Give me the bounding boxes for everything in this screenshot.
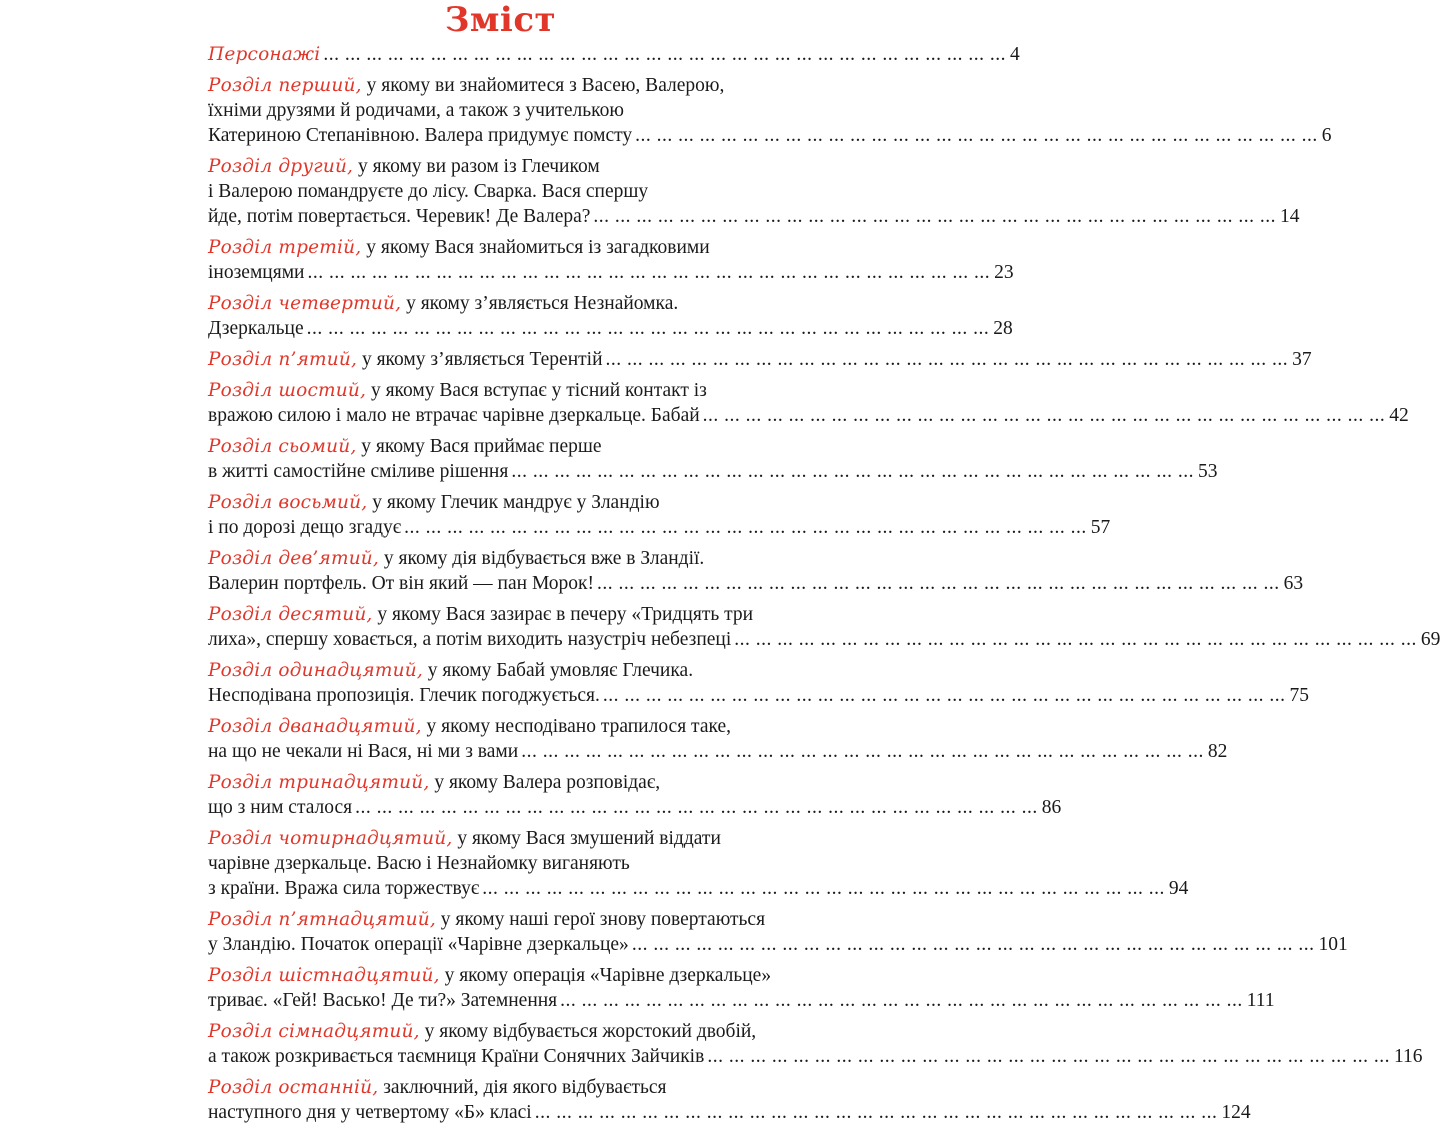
toc-entry-line — [208, 627, 1440, 652]
toc-entry[interactable] — [208, 73, 1332, 148]
chapter-description: Несподівана пропозиція. Глечик погоджується. — [208, 685, 600, 706]
chapter-description: і по дорозі дещо згадує — [208, 517, 402, 538]
page-number: 14 — [1280, 206, 1300, 227]
toc-entry-line — [208, 260, 1014, 285]
toc-entry-line — [208, 907, 793, 932]
chapter-label: Розділ дев’ятий, — [208, 548, 380, 569]
page-number: 28 — [993, 318, 1013, 339]
page-number: 86 — [1041, 797, 1062, 818]
toc-entry[interactable] — [208, 658, 1309, 708]
chapter-description: у якому Вася приймає перше — [356, 436, 602, 457]
chapter-description: у якому ви разом із Глечиком — [353, 156, 600, 177]
chapter-description: наступного дня у четвертому «Б» класі — [208, 1102, 532, 1123]
chapter-label: Розділ шостий, — [208, 380, 367, 401]
chapter-description: йде, потім повертається. Черевик! Де Валера? — [208, 206, 591, 227]
page-title: Зміст — [444, 0, 557, 40]
chapter-description: лиха», спершу ховається, а потім виходить назустріч небезпеці — [208, 629, 732, 650]
chapter-description: Дзеркальце — [208, 318, 304, 339]
page-number: 69 — [1420, 629, 1440, 650]
toc-entry-line — [208, 739, 1228, 764]
dot-leader: ... ... ... ... ... ... ... ... ... ... ... ... ... ... ... ... ... ... ... ... ... ... ... ... ... ... ... ... ... ... ... ... — [707, 1046, 1390, 1067]
dot-leader: ... ... ... ... ... ... ... ... ... ... ... ... ... ... ... ... ... ... ... ... ... ... ... ... ... ... ... ... ... ... ... ... — [631, 934, 1315, 955]
dot-leader: ... ... ... ... ... ... ... ... ... ... ... ... ... ... ... ... ... ... ... ... ... ... ... ... ... ... ... ... ... ... ... ... — [521, 741, 1204, 762]
page-number: 57 — [1090, 517, 1111, 538]
chapter-description: що з ним сталося — [208, 797, 353, 818]
chapter-description: у якому операція «Чарівне дзеркальце» — [439, 965, 772, 986]
chapter-label: Розділ десятий, — [208, 604, 373, 625]
toc-entry-line — [208, 235, 793, 260]
page-number: 6 — [1321, 125, 1332, 146]
dot-leader: ... ... ... ... ... ... ... ... ... ... ... ... ... ... ... ... ... ... ... ... ... ... ... ... ... ... ... ... ... ... ... ... — [602, 685, 1286, 706]
chapter-label: Розділ чотирнадцятий, — [208, 828, 453, 849]
toc-entry-line — [208, 1075, 793, 1100]
toc-entry-line — [208, 316, 1013, 341]
dot-leader: ... ... ... ... ... ... ... ... ... ... ... ... ... ... ... ... ... ... ... ... ... ... ... ... ... ... ... ... ... ... ... ... — [593, 206, 1277, 227]
dot-leader: ... ... ... ... ... ... ... ... ... ... ... ... ... ... ... ... ... ... ... ... ... ... ... ... ... ... ... ... ... ... ... ... — [307, 262, 991, 283]
chapter-label: Персонажі — [208, 44, 321, 65]
page-number: 23 — [994, 262, 1014, 283]
toc-entry[interactable] — [208, 714, 1228, 764]
toc-entry[interactable] — [208, 602, 1440, 652]
toc-entry[interactable] — [208, 154, 1300, 229]
page-number: 4 — [1010, 44, 1020, 65]
chapter-description: заключний, дія якого відбувається — [378, 1077, 667, 1098]
chapter-description: з країни. Вража сила торжествує — [208, 878, 480, 899]
chapter-label: Розділ п’ятнадцятий, — [208, 909, 436, 930]
chapter-label: Розділ другий, — [208, 156, 354, 177]
chapter-label: Розділ тринадцятий, — [208, 772, 430, 793]
page-number: 63 — [1283, 573, 1304, 594]
chapter-description: у якому Вася зазирає в печеру «Тридцять три — [372, 604, 754, 625]
toc-entry-line — [208, 851, 793, 876]
chapter-description: триває. «Гей! Васько! Де ти?» Затемнення — [208, 990, 558, 1011]
chapter-description: а також розкривається таємниця Країни Сонячних Зайчиків — [208, 1046, 705, 1067]
toc-entry[interactable] — [208, 347, 1312, 372]
chapter-description: у якому наші герої знову повертаються — [435, 909, 766, 930]
toc-entry[interactable] — [208, 1019, 1423, 1069]
toc-page — [208, 0, 1440, 1123]
chapter-label: Розділ шістнадцятий, — [208, 965, 440, 986]
chapter-description: у якому Вася змушений віддати — [452, 828, 721, 849]
chapter-description: іноземцями — [208, 262, 305, 283]
toc-entry-line — [208, 154, 793, 179]
chapter-label: Розділ сімнадцятий, — [208, 1021, 420, 1042]
page-number: 82 — [1207, 741, 1228, 762]
toc-entry[interactable] — [208, 826, 1189, 901]
chapter-description: у якому відбувається жорстокий двобій, — [419, 1021, 757, 1042]
toc-entry[interactable] — [208, 963, 1275, 1013]
chapter-description: вражою силою і мало не втрачає чарівне дзеркальце. Бабай — [208, 405, 700, 426]
chapter-label: Розділ сьомий, — [208, 436, 357, 457]
toc-entry-line — [208, 378, 793, 403]
toc-entry-line — [208, 795, 1062, 820]
toc-entry[interactable] — [208, 546, 1304, 596]
toc-entry-line — [208, 42, 1020, 67]
page-number: 94 — [1168, 878, 1189, 899]
toc-entry[interactable] — [208, 378, 1409, 428]
chapter-description: у якому Глечик мандрує у Зландію — [367, 492, 660, 513]
page-number: 111 — [1246, 990, 1275, 1011]
toc-entry-line — [208, 347, 1312, 372]
chapter-description: їхніми друзями й родичами, а також з учителькою — [208, 100, 624, 121]
toc-entry-line — [208, 434, 793, 459]
chapter-description: у якому ви знайомитеся з Васею, Валерою, — [361, 75, 725, 96]
page-number: 53 — [1197, 461, 1218, 482]
chapter-label: Розділ останній, — [208, 1077, 379, 1098]
dot-leader: ... ... ... ... ... ... ... ... ... ... ... ... ... ... ... ... ... ... ... ... ... ... ... ... ... ... ... ... ... ... ... ... — [306, 318, 990, 339]
dot-leader: ... ... ... ... ... ... ... ... ... ... ... ... ... ... ... ... ... ... ... ... ... ... ... ... ... ... ... ... ... ... ... ... — [597, 573, 1280, 594]
chapter-description: Валерин портфель. От він який — пан Морок! — [208, 573, 595, 594]
dot-leader: ... ... ... ... ... ... ... ... ... ... ... ... ... ... ... ... ... ... ... ... ... ... ... ... ... ... ... ... ... ... ... ... — [323, 44, 1007, 65]
dot-leader: ... ... ... ... ... ... ... ... ... ... ... ... ... ... ... ... ... ... ... ... ... ... ... ... ... ... ... ... ... ... ... ... — [534, 1102, 1218, 1123]
page-number: 101 — [1318, 934, 1348, 955]
toc-entry-line — [208, 403, 1409, 428]
page-number: 75 — [1289, 685, 1309, 706]
table-of-contents — [208, 42, 1440, 1131]
toc-entry-line — [208, 658, 793, 683]
chapter-label: Розділ восьмий, — [208, 492, 368, 513]
toc-entry-line — [208, 459, 1218, 484]
dot-leader: ... ... ... ... ... ... ... ... ... ... ... ... ... ... ... ... ... ... ... ... ... ... ... ... ... ... ... ... ... ... ... ... — [635, 125, 1318, 146]
toc-entry[interactable] — [208, 291, 1013, 341]
toc-entry-line — [208, 204, 1300, 229]
chapter-description: у якому несподівано трапилося таке, — [421, 716, 731, 737]
page-number: 42 — [1389, 405, 1409, 426]
chapter-description: в житті самостійне сміливе рішення — [208, 461, 509, 482]
toc-entry-line — [208, 73, 793, 98]
chapter-description: і Валерою помандруєте до лісу. Сварка. Вася спершу — [208, 181, 649, 202]
chapter-description: у якому Вася знайомиться із загадковими — [361, 237, 710, 258]
dot-leader: ... ... ... ... ... ... ... ... ... ... ... ... ... ... ... ... ... ... ... ... ... ... ... ... ... ... ... ... ... ... ... ... — [482, 878, 1165, 899]
chapter-description: у якому Валера розповідає, — [429, 772, 661, 793]
toc-entry[interactable] — [208, 434, 1218, 484]
toc-entry-line — [208, 515, 1111, 540]
dot-leader: ... ... ... ... ... ... ... ... ... ... ... ... ... ... ... ... ... ... ... ... ... ... ... ... ... ... ... ... ... ... ... ... — [404, 517, 1087, 538]
toc-entry-line — [208, 1019, 793, 1044]
toc-entry[interactable] — [208, 907, 1348, 957]
chapter-description: чарівне дзеркальце. Васю і Незнайомку виганяють — [208, 853, 630, 874]
toc-entry-line — [208, 1044, 1423, 1069]
dot-leader: ... ... ... ... ... ... ... ... ... ... ... ... ... ... ... ... ... ... ... ... ... ... ... ... ... ... ... ... ... ... ... ... — [355, 797, 1038, 818]
chapter-label: Розділ дванадцятий, — [208, 716, 422, 737]
chapter-description: у якому з’являється Незнайомка. — [401, 293, 679, 314]
toc-entry-line — [208, 291, 793, 316]
chapter-label: Розділ третій, — [208, 237, 362, 258]
toc-entry-line — [208, 932, 1348, 957]
toc-entry-line — [208, 876, 1189, 901]
toc-entry-line — [208, 123, 1332, 148]
toc-entry-line — [208, 179, 793, 204]
chapter-label: Розділ перший, — [208, 75, 362, 96]
chapter-description: у якому з’являється Терентій — [357, 349, 603, 370]
toc-entry-line — [208, 1100, 1251, 1125]
toc-entry-line — [208, 490, 793, 515]
toc-entry-line — [208, 963, 793, 988]
toc-entry-line — [208, 571, 1304, 596]
toc-entry-line — [208, 770, 793, 795]
chapter-label: Розділ п’ятий, — [208, 349, 358, 370]
chapter-description: у якому Бабай умовляє Глечика. — [422, 660, 694, 681]
toc-entry[interactable] — [208, 490, 1111, 540]
toc-entry[interactable] — [208, 235, 1014, 285]
toc-entry-line — [208, 602, 793, 627]
dot-leader: ... ... ... ... ... ... ... ... ... ... ... ... ... ... ... ... ... ... ... ... ... ... ... ... ... ... ... ... ... ... ... ... — [605, 349, 1289, 370]
toc-entry-line — [208, 826, 793, 851]
page-number: 37 — [1292, 349, 1312, 370]
dot-leader: ... ... ... ... ... ... ... ... ... ... ... ... ... ... ... ... ... ... ... ... ... ... ... ... ... ... ... ... ... ... ... ... — [702, 405, 1386, 426]
chapter-description: на що не чекали ні Вася, ні ми з вами — [208, 741, 519, 762]
toc-entry[interactable] — [208, 1075, 1251, 1125]
toc-entry[interactable] — [208, 770, 1062, 820]
dot-leader: ... ... ... ... ... ... ... ... ... ... ... ... ... ... ... ... ... ... ... ... ... ... ... ... ... ... ... ... ... ... ... ... — [560, 990, 1243, 1011]
dot-leader: ... ... ... ... ... ... ... ... ... ... ... ... ... ... ... ... ... ... ... ... ... ... ... ... ... ... ... ... ... ... ... ... — [734, 629, 1417, 650]
chapter-description: у якому дія відбувається вже в Зландії. — [379, 548, 705, 569]
toc-entry-line — [208, 546, 793, 571]
chapter-label: Розділ четвертий, — [208, 293, 402, 314]
chapter-description: у якому Вася вступає у тісний контакт із — [366, 380, 707, 401]
dot-leader: ... ... ... ... ... ... ... ... ... ... ... ... ... ... ... ... ... ... ... ... ... ... ... ... ... ... ... ... ... ... ... ... — [511, 461, 1194, 482]
page-number: 124 — [1221, 1102, 1251, 1123]
page-number: 116 — [1393, 1046, 1423, 1067]
chapter-description: Катериною Степанівною. Валера придумує помсту — [208, 125, 633, 146]
toc-entry-line — [208, 683, 1309, 708]
toc-entry-line — [208, 714, 793, 739]
chapter-label: Розділ одинадцятий, — [208, 660, 423, 681]
toc-entry[interactable] — [208, 42, 1020, 67]
chapter-description: у Зландію. Початок операції «Чарівне дзеркальце» — [208, 934, 629, 955]
toc-entry-line — [208, 98, 793, 123]
toc-entry-line — [208, 988, 1275, 1013]
